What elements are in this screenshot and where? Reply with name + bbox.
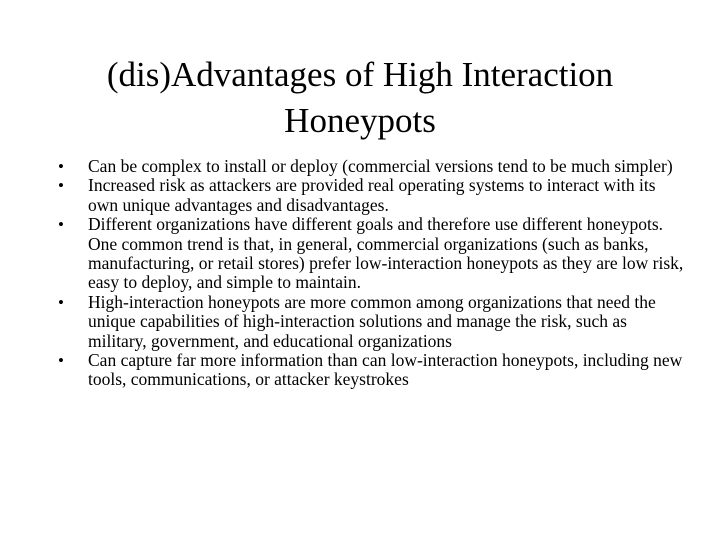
bullet-text: Can capture far more information than can low-interaction honeypots, including new tools, communications, or attacker keystrokes [88,350,683,390]
slide-title [40,52,680,144]
bullet-text: Different organizations have different goals and therefore use different honeypots. One common trend is that, in general, commercial organizations (such as banks, manufacturing, or retail stores) prefer low-interaction honeypots as they are low risk, easy to deploy, and simple to maintain. [88,214,684,293]
bullet-item-4 [58,293,688,351]
bullet-text: Can be complex to install or deploy (commercial versions tend to be much simpler) [88,156,673,176]
bullet-item-1 [58,157,688,176]
bullet-list [58,157,688,390]
bullet-dot-icon: • [58,176,64,196]
slide-title-line-2: Honeypots [284,101,436,140]
slide-title-line-1: (dis)Advantages of High Interaction [106,55,614,94]
bullet-dot-icon: • [58,157,64,176]
bullet-dot-icon: • [58,351,64,371]
bullet-dot-icon: • [58,292,64,312]
bullet-dot-icon: • [58,215,64,235]
bullet-text: Increased risk as attackers are provided real operating systems to interact with its own unique advantages and disadvantages. [88,175,656,215]
bullet-text: High-interaction honeypots are more common among organizations that need the unique capabilities of high-interaction solutions and manage the risk, such as military, government, and educational organizations [88,291,656,351]
bullet-item-2 [58,176,688,215]
bullet-item-3 [58,215,688,293]
bullet-item-5 [58,351,688,390]
